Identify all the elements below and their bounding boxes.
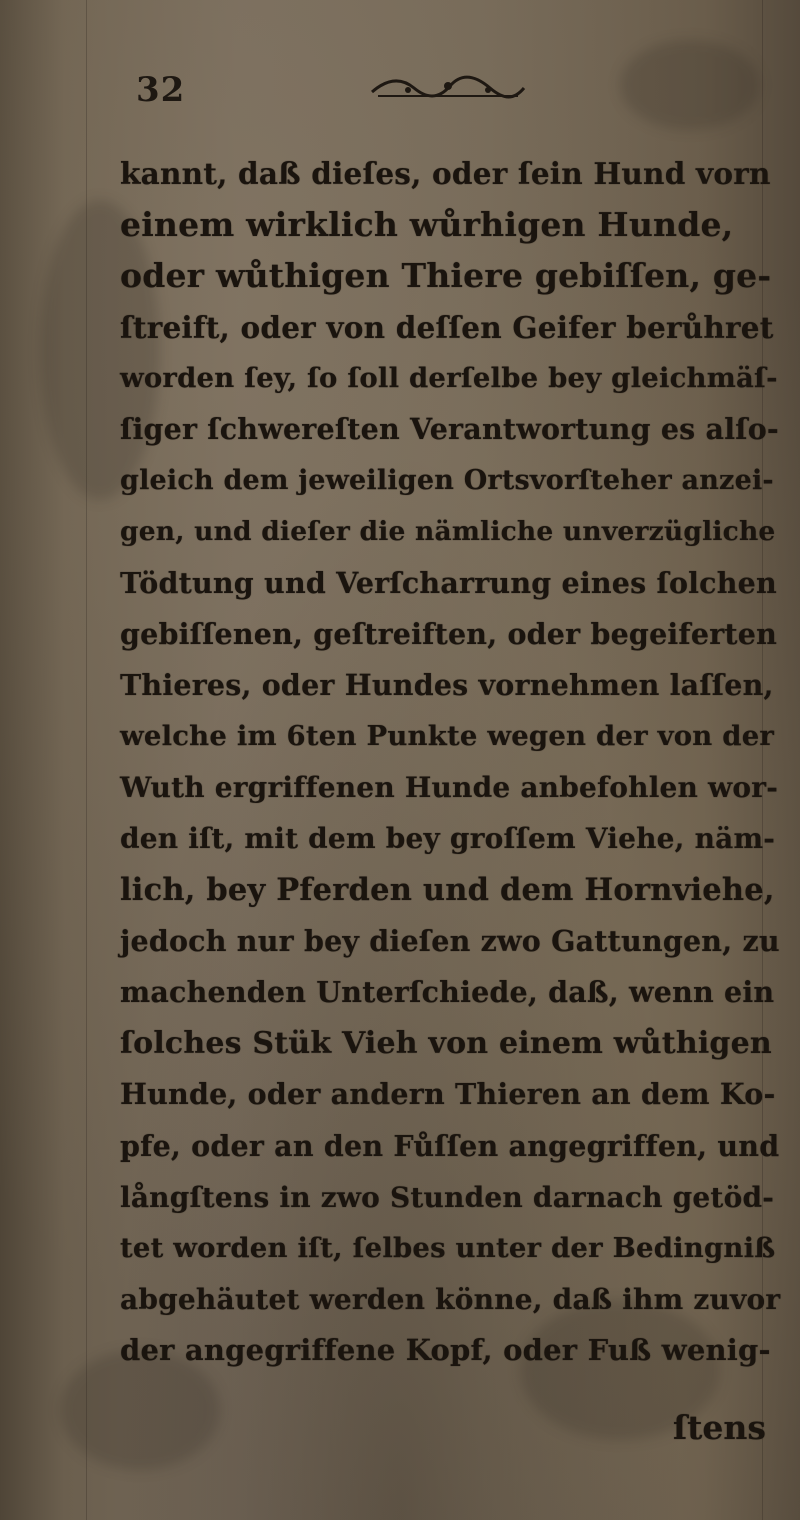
text-line: jedoch nur bey dieſen zwo Gattungen, zu [120, 923, 780, 958]
text-line: lich, bey Pferden und dem Hornviehe, [120, 871, 775, 908]
text-line: einem wirklich wůrhigen Hunde, [120, 205, 734, 245]
text-line: abgehäutet werden könne, daß ihm zuvor [120, 1283, 781, 1317]
header-ornament [368, 74, 528, 104]
text-line: Tödtung und Verſcharrung eines ſolchen [120, 565, 777, 600]
text-line: gleich dem jeweiligen Ortsvorſteher anzei- [120, 465, 774, 497]
text-line: långſtens in zwo Stunden darnach getöd- [120, 1180, 775, 1214]
text-line: welche im 6ten Punkte wegen der von der [120, 720, 775, 753]
text-line: kannt, daß dieſes, oder ſein Hund vorn [120, 156, 771, 191]
page-number: 32 [136, 70, 186, 110]
text-line: ſiger ſchwereſten Verantwortung es alſo- [120, 411, 779, 446]
text-line: Hunde, oder andern Thieren an dem Ko- [120, 1077, 776, 1112]
text-line: pfe, oder an den Fůſſen angegriffen, und [120, 1128, 780, 1163]
text-line: gebiſſenen, geſtreiften, oder begeiferten [120, 616, 778, 651]
text-line: machenden Unterſchiede, daß, wenn ein [120, 975, 775, 1009]
text-line: der angegriffene Kopf, oder Fuß wenig- [120, 1333, 771, 1368]
catchword: ſtens [672, 1408, 766, 1447]
body-text [120, 148, 780, 1377]
text-line: den iſt, mit dem bey groſſem Viehe, näm- [120, 822, 776, 856]
text-line: ſtreift, oder von deſſen Geifer berůhret [120, 309, 774, 345]
text-line: Wuth ergriffenen Hunde anbefohlen wor- [120, 771, 779, 805]
text-line: tet worden iſt, ſelbes unter der Bedingniß [120, 1231, 776, 1264]
text-line: oder wůthigen Thiere gebiſſen, ge- [120, 256, 772, 296]
text-line: worden ſey, ſo ſoll derſelbe bey gleichmäſ- [120, 361, 778, 394]
page-crease [86, 0, 87, 1520]
text-line: Thieres, oder Hundes vornehmen laſſen, [120, 667, 774, 702]
text-line: gen, und dieſer die nämliche unverzügliche [120, 516, 776, 548]
paper-stain [620, 40, 760, 130]
text-line: ſolches Stük Vieh von einem wůthigen [120, 1026, 772, 1062]
